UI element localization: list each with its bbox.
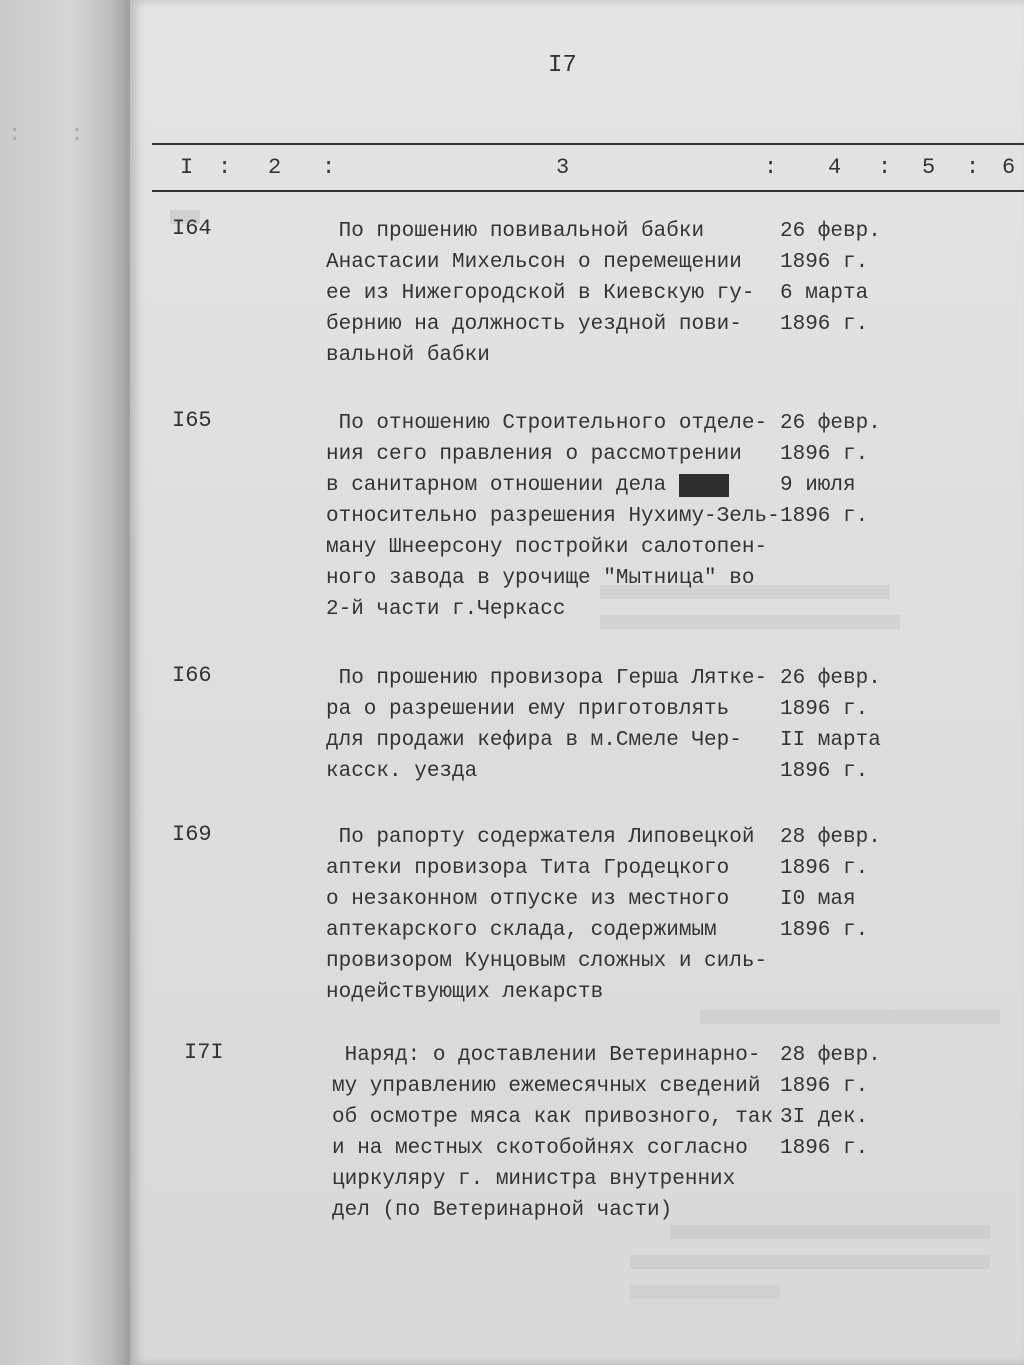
description-line: для продажи кефира в м.Смеле Чер- <box>326 729 742 752</box>
description-line: ее из Нижегородской в Киевскую гу- <box>326 282 755 305</box>
description-line: касск. уезда <box>326 760 478 783</box>
record-description <box>326 408 786 625</box>
bleed-through-mark: : : <box>8 122 102 147</box>
bleed-through-smudge <box>630 1255 990 1269</box>
table-header <box>0 155 1024 185</box>
record-description <box>326 216 786 371</box>
date-line: 1896 г. <box>780 443 869 466</box>
description-line: Наряд: о доставлении Ветеринарно- <box>332 1044 761 1067</box>
binding-edge <box>0 0 130 1365</box>
column-separator: : <box>322 155 336 180</box>
description-line: и на местных скотобойнях согласно <box>332 1137 748 1160</box>
description-line: нодействующих лекарств <box>326 981 604 1004</box>
date-line: 26 февр. <box>780 220 881 243</box>
date-line: 1896 г. <box>780 313 869 336</box>
description-line: По прошению повивальной бабки <box>326 220 705 243</box>
column-number-6: 6 <box>1002 155 1016 180</box>
date-line: 26 февр. <box>780 412 881 435</box>
date-line: 26 февр. <box>780 667 881 690</box>
date-line: 1896 г. <box>780 857 869 880</box>
date-line: 1896 г. <box>780 1075 869 1098</box>
description-line: аптекарского склада, содержимым <box>326 919 717 942</box>
record-dates <box>780 1040 910 1164</box>
description-line: об осмотре мяса как привозного, так <box>332 1106 774 1129</box>
description-line: ра о разрешении ему приготовлять <box>326 698 730 721</box>
column-number-3: 3 <box>556 155 570 180</box>
record-number: I64 <box>172 216 212 241</box>
description-text: в санитарном отношении дела <box>326 474 679 497</box>
table-top-rule <box>152 143 1024 145</box>
date-line: 1896 г. <box>780 1137 869 1160</box>
column-number-4: 4 <box>828 155 842 180</box>
record-dates <box>780 408 910 532</box>
date-line: 1896 г. <box>780 698 869 721</box>
record-number: I66 <box>172 663 212 688</box>
description-line: аптеки провизора Тита Гродецкого <box>326 857 730 880</box>
description-line: циркуляру г. министра внутренних <box>332 1168 736 1191</box>
table-header-rule <box>152 190 1024 192</box>
date-line: 1896 г. <box>780 919 869 942</box>
description-line: бернию на должность уездной пови- <box>326 313 742 336</box>
record-number: I69 <box>172 822 212 847</box>
description-line: 2-й части г.Черкасс <box>326 598 566 621</box>
description-line: о незаконном отпуске из местного <box>326 888 730 911</box>
struck-out-word: носи <box>678 474 730 497</box>
description-line: ману Шнеерсону постройки салотопен- <box>326 536 768 559</box>
page-number: I7 <box>548 52 577 79</box>
description-line: ния сего правления о рассмотрении <box>326 443 742 466</box>
date-line: 1896 г. <box>780 251 869 274</box>
record-number: I65 <box>172 408 212 433</box>
date-line: I0 мая <box>780 888 856 911</box>
column-separator: : <box>966 155 980 180</box>
date-line: 28 февр. <box>780 826 881 849</box>
record-number: I7I <box>184 1040 224 1065</box>
description-line: дел (по Ветеринарной части) <box>332 1199 673 1222</box>
date-line: II марта <box>780 729 881 752</box>
date-line: 9 июля <box>780 474 856 497</box>
column-separator: : <box>218 155 232 180</box>
bleed-through-smudge <box>700 1010 1000 1024</box>
record-description <box>332 1040 792 1226</box>
description-line: провизором Кунцовым сложных и силь- <box>326 950 768 973</box>
bleed-through-smudge <box>670 1225 990 1239</box>
date-line: 1896 г. <box>780 505 869 528</box>
description-line: По рапорту содержателя Липовецкой <box>326 826 755 849</box>
description-line: По отношению Строительного отделе- <box>326 412 768 435</box>
record-dates <box>780 216 910 340</box>
record-dates <box>780 822 910 946</box>
description-line: ного завода в урочище "Мытница" во <box>326 567 755 590</box>
description-line: относительно разрешения Нухиму-Зель- <box>326 505 780 528</box>
description-line: Анастасии Михельсон о перемещении <box>326 251 742 274</box>
record-description <box>326 663 786 787</box>
description-line <box>326 470 786 501</box>
date-line: 1896 г. <box>780 760 869 783</box>
column-number-2: 2 <box>268 155 282 180</box>
date-line: 6 марта <box>780 282 869 305</box>
column-separator: : <box>764 155 778 180</box>
column-separator: : <box>878 155 892 180</box>
date-line: 3I дек. <box>780 1106 869 1129</box>
date-line: 28 февр. <box>780 1044 881 1067</box>
column-number-1: I <box>180 155 194 180</box>
description-line: По прошению провизора Герша Лятке- <box>326 667 768 690</box>
description-line: му управлению ежемесячных сведений <box>332 1075 761 1098</box>
description-line: вальной бабки <box>326 344 490 367</box>
bleed-through-smudge <box>630 1285 780 1299</box>
record-description <box>326 822 786 1008</box>
column-number-5: 5 <box>922 155 936 180</box>
record-dates <box>780 663 910 787</box>
